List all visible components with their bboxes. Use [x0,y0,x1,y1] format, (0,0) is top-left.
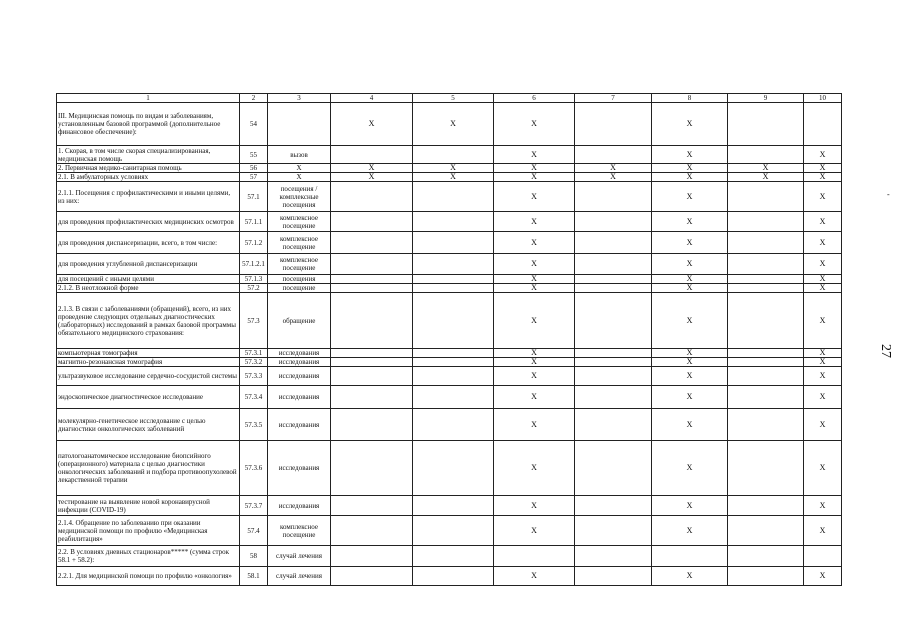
edge-mark: - [887,190,890,199]
header-cell: 10 [804,94,842,103]
value-cell [728,441,804,496]
row-name-cell: 2.1. В амбулаторных условиях [57,173,240,182]
row-unit-cell: комплексное посещение [268,232,331,254]
value-cell [728,546,804,567]
value-cell [728,567,804,586]
row-code-cell: 57.3.3 [240,367,268,386]
value-cell [804,546,842,567]
row-unit-cell: посещение [268,284,331,293]
row-code-cell: 57.3 [240,293,268,349]
value-cell [331,284,413,293]
value-cell [575,284,652,293]
table-row [57,516,842,546]
value-cell [331,367,413,386]
table-body [57,103,842,586]
table-row [57,349,842,358]
value-cell [413,212,494,232]
value-cell: X [494,275,575,284]
value-cell [575,496,652,516]
row-unit-cell: исследования [268,358,331,367]
value-cell: X [331,103,413,146]
value-cell [413,284,494,293]
value-cell [331,567,413,586]
value-cell [728,275,804,284]
row-name-cell: для проведения диспансеризации, всего, в том числе: [57,232,240,254]
value-cell [728,232,804,254]
value-cell [331,358,413,367]
value-cell: X [652,182,728,212]
row-name-cell: эндоскопическое диагностическое исследование [57,386,240,409]
row-unit-cell: исследования [268,367,331,386]
row-name-cell: для проведения профилактических медицинских осмотров [57,212,240,232]
row-code-cell: 55 [240,146,268,164]
value-cell [413,546,494,567]
row-unit-cell: исследования [268,409,331,441]
header-cell: 1 [57,94,240,103]
table-row [57,275,842,284]
table-container [56,93,841,586]
value-cell [331,232,413,254]
value-cell: X [652,496,728,516]
header-cell: 7 [575,94,652,103]
value-cell: X [804,516,842,546]
table-row [57,284,842,293]
value-cell [331,254,413,275]
table-row [57,254,842,275]
row-name-cell: для проведения углубленной диспансеризации [57,254,240,275]
value-cell [728,349,804,358]
value-cell [728,516,804,546]
row-name-cell: 2.1.3. В связи с заболеваниями (обращений), всего, из них проведение следующих отдельных диагностических (лабораторных) исследований в рамках базовой программы обязательного медицинского страхования: [57,293,240,349]
row-code-cell: 57.3.4 [240,386,268,409]
value-cell: X [575,164,652,173]
row-code-cell: 57.3.5 [240,409,268,441]
value-cell [413,146,494,164]
row-name-cell: 2.1.4. Обращение по заболеванию при оказании медицинской помощи по профилю «Медицинская реабилитация» [57,516,240,546]
value-cell [575,275,652,284]
value-cell: X [494,293,575,349]
value-cell [413,567,494,586]
value-cell [331,441,413,496]
value-cell [575,441,652,496]
value-cell [575,182,652,212]
value-cell: X [575,173,652,182]
value-cell [575,254,652,275]
row-name-cell: 1. Скорая, в том числе скорая специализированная, медицинская помощь [57,146,240,164]
value-cell: X [652,164,728,173]
row-code-cell: 57.3.1 [240,349,268,358]
value-cell [331,496,413,516]
value-cell: X [494,496,575,516]
value-cell: X [494,349,575,358]
row-code-cell: 57.4 [240,516,268,546]
value-cell: X [652,409,728,441]
value-cell: X [804,496,842,516]
value-cell [413,441,494,496]
value-cell: X [413,173,494,182]
value-cell: X [652,146,728,164]
row-code-cell: 57 [240,173,268,182]
row-code-cell: 57.1.1 [240,212,268,232]
data-table [56,93,842,586]
table-row [57,173,842,182]
value-cell [575,386,652,409]
value-cell [413,293,494,349]
row-code-cell: 57.3.7 [240,496,268,516]
value-cell [575,349,652,358]
header-cell: 3 [268,94,331,103]
header-cell: 6 [494,94,575,103]
row-code-cell: 54 [240,103,268,146]
value-cell [575,516,652,546]
table-row [57,103,842,146]
value-cell [575,293,652,349]
value-cell [575,567,652,586]
header-cell: 5 [413,94,494,103]
value-cell [728,103,804,146]
value-cell: X [804,367,842,386]
row-name-cell: магнитно-резонансная томография [57,358,240,367]
value-cell: X [804,232,842,254]
value-cell: X [652,441,728,496]
value-cell: X [652,293,728,349]
value-cell [331,293,413,349]
row-unit-cell: X [268,164,331,173]
row-unit-cell: посещения [268,275,331,284]
value-cell [575,232,652,254]
value-cell [413,516,494,546]
value-cell [413,254,494,275]
row-name-cell: ультразвуковое исследование сердечно-сосудистой системы [57,367,240,386]
value-cell: X [494,441,575,496]
value-cell [413,496,494,516]
row-unit-cell [268,103,331,146]
value-cell [575,103,652,146]
row-unit-cell: вызов [268,146,331,164]
value-cell [331,386,413,409]
value-cell: X [494,409,575,441]
table-row [57,146,842,164]
row-name-cell: компьютерная томография [57,349,240,358]
value-cell [575,146,652,164]
value-cell: X [652,103,728,146]
row-code-cell: 57.1.2.1 [240,254,268,275]
value-cell: X [804,386,842,409]
value-cell: X [652,173,728,182]
value-cell: X [494,173,575,182]
table-row [57,367,842,386]
value-cell [575,409,652,441]
value-cell: X [804,284,842,293]
value-cell: X [652,367,728,386]
value-cell [728,212,804,232]
header-cell: 2 [240,94,268,103]
value-cell: X [804,349,842,358]
value-cell: X [804,182,842,212]
value-cell: X [804,164,842,173]
row-unit-cell: случай лечения [268,567,331,586]
row-name-cell: тестирование на выявление новой коронавирусной инфекции (COVID-19) [57,496,240,516]
page-number: 27 [878,344,893,358]
value-cell: X [652,516,728,546]
value-cell: X [494,103,575,146]
value-cell [728,367,804,386]
value-cell: X [494,567,575,586]
row-code-cell: 57.2 [240,284,268,293]
value-cell: X [804,441,842,496]
row-code-cell: 58.1 [240,567,268,586]
value-cell [804,103,842,146]
table-row [57,212,842,232]
table-row [57,546,842,567]
value-cell [413,409,494,441]
value-cell [331,349,413,358]
value-cell: X [494,164,575,173]
value-cell [728,182,804,212]
row-unit-cell: X [268,173,331,182]
value-cell [331,516,413,546]
value-cell: X [494,284,575,293]
value-cell: X [652,212,728,232]
row-unit-cell: исследования [268,496,331,516]
row-unit-cell: случай лечения [268,546,331,567]
value-cell [728,409,804,441]
row-code-cell: 58 [240,546,268,567]
value-cell [331,146,413,164]
header-cell: 9 [728,94,804,103]
table-row [57,164,842,173]
row-unit-cell: комплексное посещение [268,212,331,232]
value-cell: X [652,386,728,409]
value-cell [331,546,413,567]
value-cell [413,349,494,358]
header-cell: 4 [331,94,413,103]
value-cell [728,386,804,409]
value-cell [413,275,494,284]
value-cell: X [804,567,842,586]
value-cell: X [494,367,575,386]
value-cell: X [652,232,728,254]
value-cell [575,212,652,232]
row-unit-cell: комплексное посещение [268,516,331,546]
row-code-cell: 57.3.2 [240,358,268,367]
table-row [57,293,842,349]
value-cell: X [804,293,842,349]
table-row [57,409,842,441]
row-name-cell: патологоанатомическое исследование биопсийного (операционного) материала с целью диагностики онкологических заболеваний и подбора противоопухолевой лекарственной терапии [57,441,240,496]
value-cell: X [494,386,575,409]
row-name-cell: молекулярно-генетическое исследование с целью диагностики онкологических заболеваний [57,409,240,441]
value-cell [728,254,804,275]
row-unit-cell: комплексное посещение [268,254,331,275]
value-cell: X [804,358,842,367]
value-cell [652,546,728,567]
value-cell [728,358,804,367]
value-cell: X [494,212,575,232]
value-cell [413,367,494,386]
value-cell [575,546,652,567]
value-cell: X [652,358,728,367]
header-row [57,94,842,103]
row-name-cell: 2.1.1. Посещения с профилактическими и иными целями, из них: [57,182,240,212]
value-cell: X [804,254,842,275]
value-cell: X [804,173,842,182]
value-cell: X [804,146,842,164]
value-cell: X [494,182,575,212]
value-cell: X [804,212,842,232]
row-code-cell: 57.3.6 [240,441,268,496]
value-cell: X [652,349,728,358]
row-code-cell: 57.1 [240,182,268,212]
value-cell: X [804,275,842,284]
value-cell: X [728,164,804,173]
value-cell: X [652,275,728,284]
row-unit-cell: исследования [268,386,331,409]
row-name-cell: 2. Первичная медико-санитарная помощь [57,164,240,173]
value-cell [494,546,575,567]
value-cell [331,182,413,212]
value-cell: X [494,358,575,367]
row-code-cell: 57.1.3 [240,275,268,284]
value-cell: X [413,164,494,173]
value-cell [413,182,494,212]
table-row [57,496,842,516]
row-name-cell: 2.1.2. В неотложной форме [57,284,240,293]
table-row [57,441,842,496]
value-cell [331,212,413,232]
value-cell [413,386,494,409]
table-row [57,386,842,409]
value-cell: X [494,232,575,254]
value-cell: X [331,164,413,173]
table-row [57,358,842,367]
row-name-cell: III. Медицинская помощь по видам и заболеваниям, установленным базовой программой (дополнительное финансовое обеспечение): [57,103,240,146]
row-name-cell: для посещений с иными целями [57,275,240,284]
row-code-cell: 56 [240,164,268,173]
value-cell: X [413,103,494,146]
row-name-cell: 2.2. В условиях дневных стационаров***** (сумма строк 58.1 + 58.2): [57,546,240,567]
value-cell [728,293,804,349]
value-cell: X [804,409,842,441]
row-unit-cell: посещения / комплексные посещения [268,182,331,212]
table-row [57,232,842,254]
value-cell [728,284,804,293]
value-cell [413,232,494,254]
value-cell: X [652,567,728,586]
value-cell [728,496,804,516]
value-cell: X [652,284,728,293]
row-unit-cell: исследования [268,441,331,496]
row-unit-cell: обращение [268,293,331,349]
value-cell: X [494,516,575,546]
header-cell: 8 [652,94,728,103]
value-cell [413,358,494,367]
value-cell: X [728,173,804,182]
value-cell [575,358,652,367]
table-row [57,567,842,586]
row-code-cell: 57.1.2 [240,232,268,254]
row-name-cell: 2.2.1. Для медицинской помощи по профилю «онкология» [57,567,240,586]
value-cell [728,146,804,164]
row-unit-cell: исследования [268,349,331,358]
value-cell: X [494,146,575,164]
value-cell [331,409,413,441]
table-row [57,182,842,212]
value-cell: X [652,254,728,275]
value-cell: X [331,173,413,182]
value-cell [575,367,652,386]
value-cell: X [494,254,575,275]
value-cell [331,275,413,284]
